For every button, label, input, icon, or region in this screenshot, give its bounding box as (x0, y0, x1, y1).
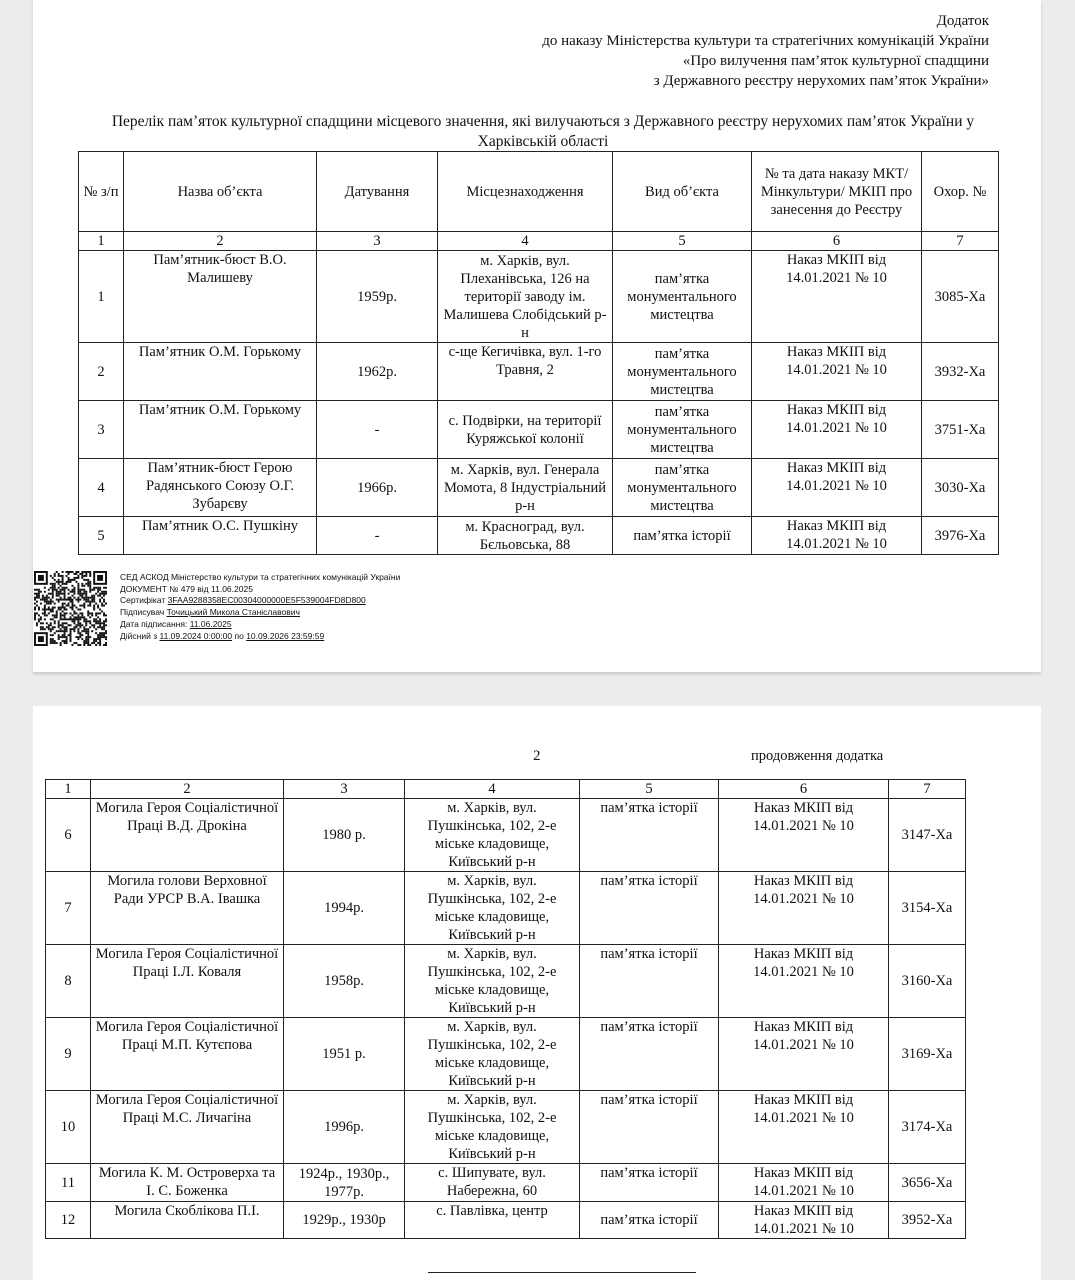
cell-order: Наказ МКІП від 14.01.2021 № 10 (719, 945, 889, 1018)
signature-validity: Дійсний з 11.09.2024 0:00:00 по 10.09.2026 23:59:59 (120, 630, 325, 641)
continuation-label: продовження додатка (751, 748, 884, 764)
cell-num: 1 (79, 251, 124, 343)
column-number: 4 (405, 780, 580, 799)
cell-protection: 3030-Ха (922, 459, 999, 517)
cell-type: пам’ятка історії (580, 945, 719, 1018)
qr-code-icon (34, 571, 107, 646)
cell-type: пам’ятка історії (613, 517, 752, 555)
column-header: Назва об’єкта (124, 152, 317, 232)
header-line: Додаток (936, 13, 989, 29)
cell-order: Наказ МКІП від 14.01.2021 № 10 (719, 1202, 889, 1239)
cell-order: Наказ МКІП від 14.01.2021 № 10 (719, 1018, 889, 1091)
cell-order: Наказ МКІП від 14.01.2021 № 10 (752, 251, 922, 343)
cell-name: Пам’ятник О.С. Пушкіну (124, 517, 317, 555)
cell-name: Могила Героя Соціалістичної Праці І.Л. Коваля (91, 945, 284, 1018)
cell-type: пам’ятка монументального мистецтва (613, 459, 752, 517)
signature-signer: Підписувач Точицький Микола Станіславович (120, 607, 300, 618)
header-line: до наказу Міністерства культури та стратегічних комунікацій України (542, 33, 989, 49)
table-row (46, 872, 966, 945)
list-title: Перелік пам’яток культурної спадщини місцевого значення, які вилучаються з Державного реєстру нерухомих пам’яток України у Харківській області (111, 113, 975, 150)
column-number: 6 (719, 780, 889, 799)
cell-num: 7 (46, 872, 91, 945)
column-header: Вид об’єкта (613, 152, 752, 232)
cell-protection: 3147-Ха (889, 799, 966, 872)
cell-num: 5 (79, 517, 124, 555)
column-number: 3 (284, 780, 405, 799)
table-header-row (79, 152, 999, 232)
column-number: 1 (79, 232, 124, 251)
column-header: Місцезнаходження (438, 152, 613, 232)
signature-system: СЕД АСКОД Міністерство культури та стратегічних комунікацій України (120, 572, 401, 582)
cell-order: Наказ МКІП від 14.01.2021 № 10 (719, 1091, 889, 1164)
end-divider (428, 1272, 696, 1273)
table-row (79, 343, 999, 401)
cell-order: Наказ МКІП від 14.01.2021 № 10 (752, 401, 922, 459)
column-header: Датування (317, 152, 438, 232)
page-number: 2 (533, 748, 541, 764)
cell-order: Наказ МКІП від 14.01.2021 № 10 (752, 343, 922, 401)
cell-type: пам’ятка історії (580, 1164, 719, 1202)
cell-name: Могила Героя Соціалістичної Праці В.Д. Дрокіна (91, 799, 284, 872)
document-page-1 (33, 0, 1041, 672)
table-row (79, 401, 999, 459)
cell-date: 1966р. (317, 459, 438, 517)
cell-num: 11 (46, 1164, 91, 1202)
cell-name: Могила Героя Соціалістичної Праці М.С. Личагіна (91, 1091, 284, 1164)
cell-protection: 3656-Ха (889, 1164, 966, 1202)
cell-type: пам’ятка монументального мистецтва (613, 401, 752, 459)
cell-type: пам’ятка історії (580, 1091, 719, 1164)
cell-name: Могила Героя Соціалістичної Праці М.П. Кутєпова (91, 1018, 284, 1091)
cell-date: - (317, 517, 438, 555)
cell-date: 1959р. (317, 251, 438, 343)
cell-type: пам’ятка історії (580, 1018, 719, 1091)
signature-date: Дата підписання: 11.06.2025 (120, 618, 232, 629)
table-row (46, 1164, 966, 1202)
table-row (79, 517, 999, 555)
monuments-table-continued (45, 779, 966, 1239)
monuments-table (78, 151, 999, 555)
table-row (46, 799, 966, 872)
cell-location: м. Харків, вул. Пушкінська, 102, 2-е міське кладовище, Київський р-н (405, 872, 580, 945)
cell-name: Пам’ятник-бюст В.О. Малишеву (124, 251, 317, 343)
cell-order: Наказ МКІП від 14.01.2021 № 10 (719, 799, 889, 872)
cell-protection: 3154-Ха (889, 872, 966, 945)
cell-protection: 3952-Ха (889, 1202, 966, 1239)
cell-date: 1962р. (317, 343, 438, 401)
cell-num: 10 (46, 1091, 91, 1164)
table-row (46, 1018, 966, 1091)
cell-name: Пам’ятник О.М. Горькому (124, 343, 317, 401)
header-line: «Про вилучення пам’яток культурної спадщини (682, 53, 989, 69)
cell-name: Пам’ятник-бюст Герою Радянського Союзу О.Г. Зубарєву (124, 459, 317, 517)
signature-document: ДОКУМЕНТ № 479 від 11.06.2025 (120, 583, 253, 594)
column-number: 4 (438, 232, 613, 251)
cell-type: пам’ятка історії (580, 799, 719, 872)
cell-type: пам’ятка історії (580, 1202, 719, 1239)
cell-location: м. Красноград, вул. Бєльовська, 88 (438, 517, 613, 555)
table-row (46, 945, 966, 1018)
cell-name: Пам’ятник О.М. Горькому (124, 401, 317, 459)
column-header: № з/п (79, 152, 124, 232)
cell-location: м. Харків, вул. Пушкінська, 102, 2-е міське кладовище, Київський р-н (405, 1018, 580, 1091)
column-header: № та дата наказу МКТ/Мінкультури/ МКІП про занесення до Реєстру (752, 152, 922, 232)
cell-type: пам’ятка монументального мистецтва (613, 343, 752, 401)
cell-num: 2 (79, 343, 124, 401)
cell-date: 1958р. (284, 945, 405, 1018)
cell-name: Могила голови Верховної Ради УРСР В.А. Івашка (91, 872, 284, 945)
cell-location: м. Харків, вул. Пушкінська, 102, 2-е міське кладовище, Київський р-н (405, 1091, 580, 1164)
cell-date: 1924р., 1930р., 1977р. (284, 1164, 405, 1202)
column-number: 7 (922, 232, 999, 251)
cell-protection: 3976-Ха (922, 517, 999, 555)
column-number: 5 (580, 780, 719, 799)
column-number: 6 (752, 232, 922, 251)
cell-date: 1994р. (284, 872, 405, 945)
cell-location: м. Харків, вул. Пушкінська, 102, 2-е міське кладовище, Київський р-н (405, 945, 580, 1018)
column-number-row (46, 780, 966, 799)
cell-num: 6 (46, 799, 91, 872)
cell-protection: 3160-Ха (889, 945, 966, 1018)
cell-name: Могила К. М. Островерха та І. С. Боженка (91, 1164, 284, 1202)
table-row (79, 251, 999, 343)
table-row (46, 1202, 966, 1239)
cell-location: с. Шипувате, вул. Набережна, 60 (405, 1164, 580, 1202)
cell-date: 1980 р. (284, 799, 405, 872)
cell-protection: 3085-Ха (922, 251, 999, 343)
cell-order: Наказ МКІП від 14.01.2021 № 10 (719, 1164, 889, 1202)
cell-num: 4 (79, 459, 124, 517)
appendix-header (542, 11, 989, 91)
column-number: 3 (317, 232, 438, 251)
cell-name: Могила Скоблікова П.І. (91, 1202, 284, 1239)
cell-location: с. Павлівка, центр (405, 1202, 580, 1239)
cell-protection: 3751-Ха (922, 401, 999, 459)
column-number: 2 (91, 780, 284, 799)
cell-protection: 3169-Ха (889, 1018, 966, 1091)
cell-date: 1951 р. (284, 1018, 405, 1091)
cell-date: 1929р., 1930р (284, 1202, 405, 1239)
cell-num: 8 (46, 945, 91, 1018)
cell-date: 1996р. (284, 1091, 405, 1164)
cell-protection: 3932-Ха (922, 343, 999, 401)
cell-location: м. Харків, вул. Плеханівська, 126 на території заводу ім. Малишева Слобідський р-н (438, 251, 613, 343)
cell-num: 3 (79, 401, 124, 459)
cell-order: Наказ МКІП від 14.01.2021 № 10 (752, 517, 922, 555)
cell-location: м. Харків, вул. Пушкінська, 102, 2-е міське кладовище, Київський р-н (405, 799, 580, 872)
column-number: 2 (124, 232, 317, 251)
cell-location: с. Подвірки, на території Куряжської колонії (438, 401, 613, 459)
cell-num: 12 (46, 1202, 91, 1239)
column-number-row (79, 232, 999, 251)
column-number: 1 (46, 780, 91, 799)
table-row (46, 1091, 966, 1164)
cell-location: с-ще Кегичівка, вул. 1-го Травня, 2 (438, 343, 613, 401)
cell-protection: 3174-Ха (889, 1091, 966, 1164)
cell-type: пам’ятка історії (580, 872, 719, 945)
cell-order: Наказ МКІП від 14.01.2021 № 10 (719, 872, 889, 945)
cell-order: Наказ МКІП від 14.01.2021 № 10 (752, 459, 922, 517)
table-row (79, 459, 999, 517)
column-number: 5 (613, 232, 752, 251)
signature-certificate: Сертифікат 3FAA9288358EC00304000000E5F539004FD8D800 (120, 595, 366, 606)
header-line: з Державного реєстру нерухомих пам’яток України» (653, 73, 989, 89)
cell-location: м. Харків, вул. Генерала Момота, 8 Індустріальний р-н (438, 459, 613, 517)
cell-type: пам’ятка монументального мистецтва (613, 251, 752, 343)
cell-num: 9 (46, 1018, 91, 1091)
column-number: 7 (889, 780, 966, 799)
cell-date: - (317, 401, 438, 459)
column-header: Охор. № (922, 152, 999, 232)
